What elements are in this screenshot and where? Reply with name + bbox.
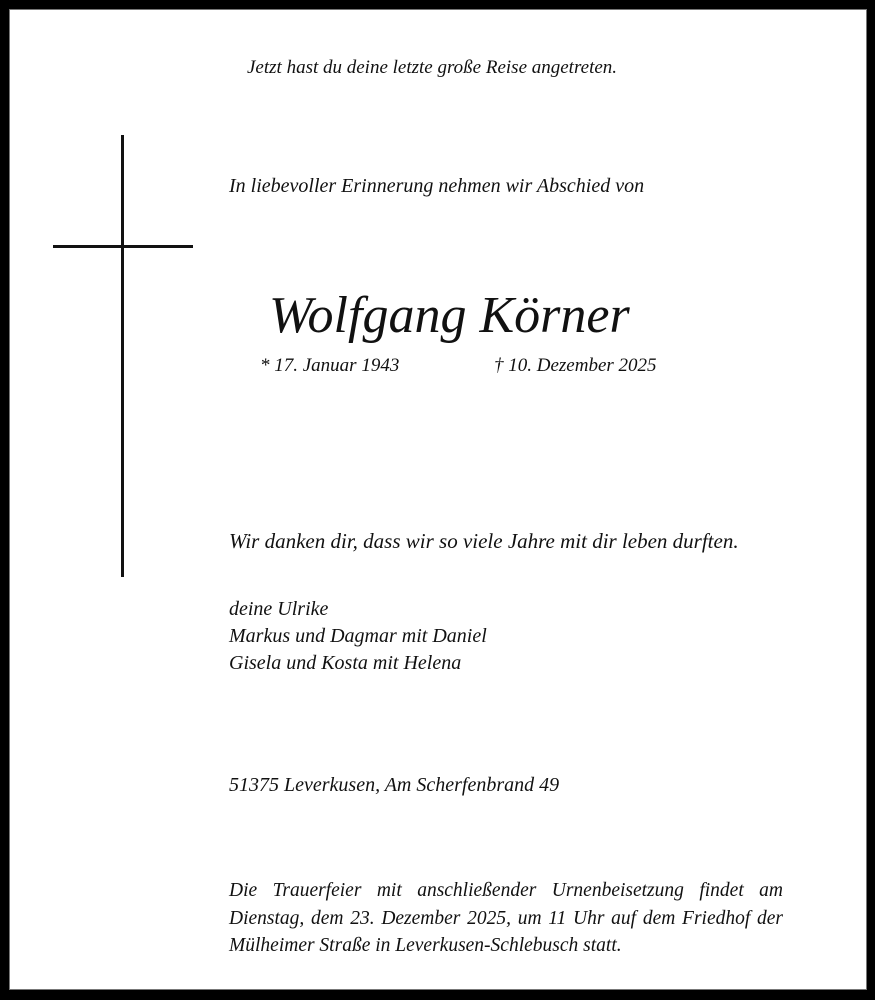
mourner: deine Ulrike — [229, 598, 329, 620]
death-date: † 10. Dezember 2025 — [494, 355, 657, 376]
deceased-name: Wolfgang Körner — [269, 287, 630, 344]
funeral-notice: Die Trauerfeier mit anschließender Urnenbeisetzung findet am Dienstag, dem 23. Dezember 2025, um 11 Uhr auf dem Friedhof der Mülheimer Straße in Leverkusen-Schlebusch statt. — [229, 880, 783, 956]
cross-icon-horizontal — [53, 245, 193, 248]
obituary-notice — [9, 9, 867, 990]
address: 51375 Leverkusen, Am Scherfenbrand 49 — [229, 774, 560, 796]
birth-date: * 17. Januar 1943 — [260, 355, 400, 376]
cross-icon-vertical — [121, 135, 124, 577]
intro-text: In liebevoller Erinnerung nehmen wir Abschied von — [229, 175, 645, 197]
mourner: Gisela und Kosta mit Helena — [229, 652, 462, 674]
thanks-text: Wir danken dir, dass wir so viele Jahre mit dir leben durften. — [229, 529, 739, 553]
mourner: Markus und Dagmar mit Daniel — [229, 625, 487, 647]
motto: Jetzt hast du deine letzte große Reise angetreten. — [247, 57, 618, 78]
